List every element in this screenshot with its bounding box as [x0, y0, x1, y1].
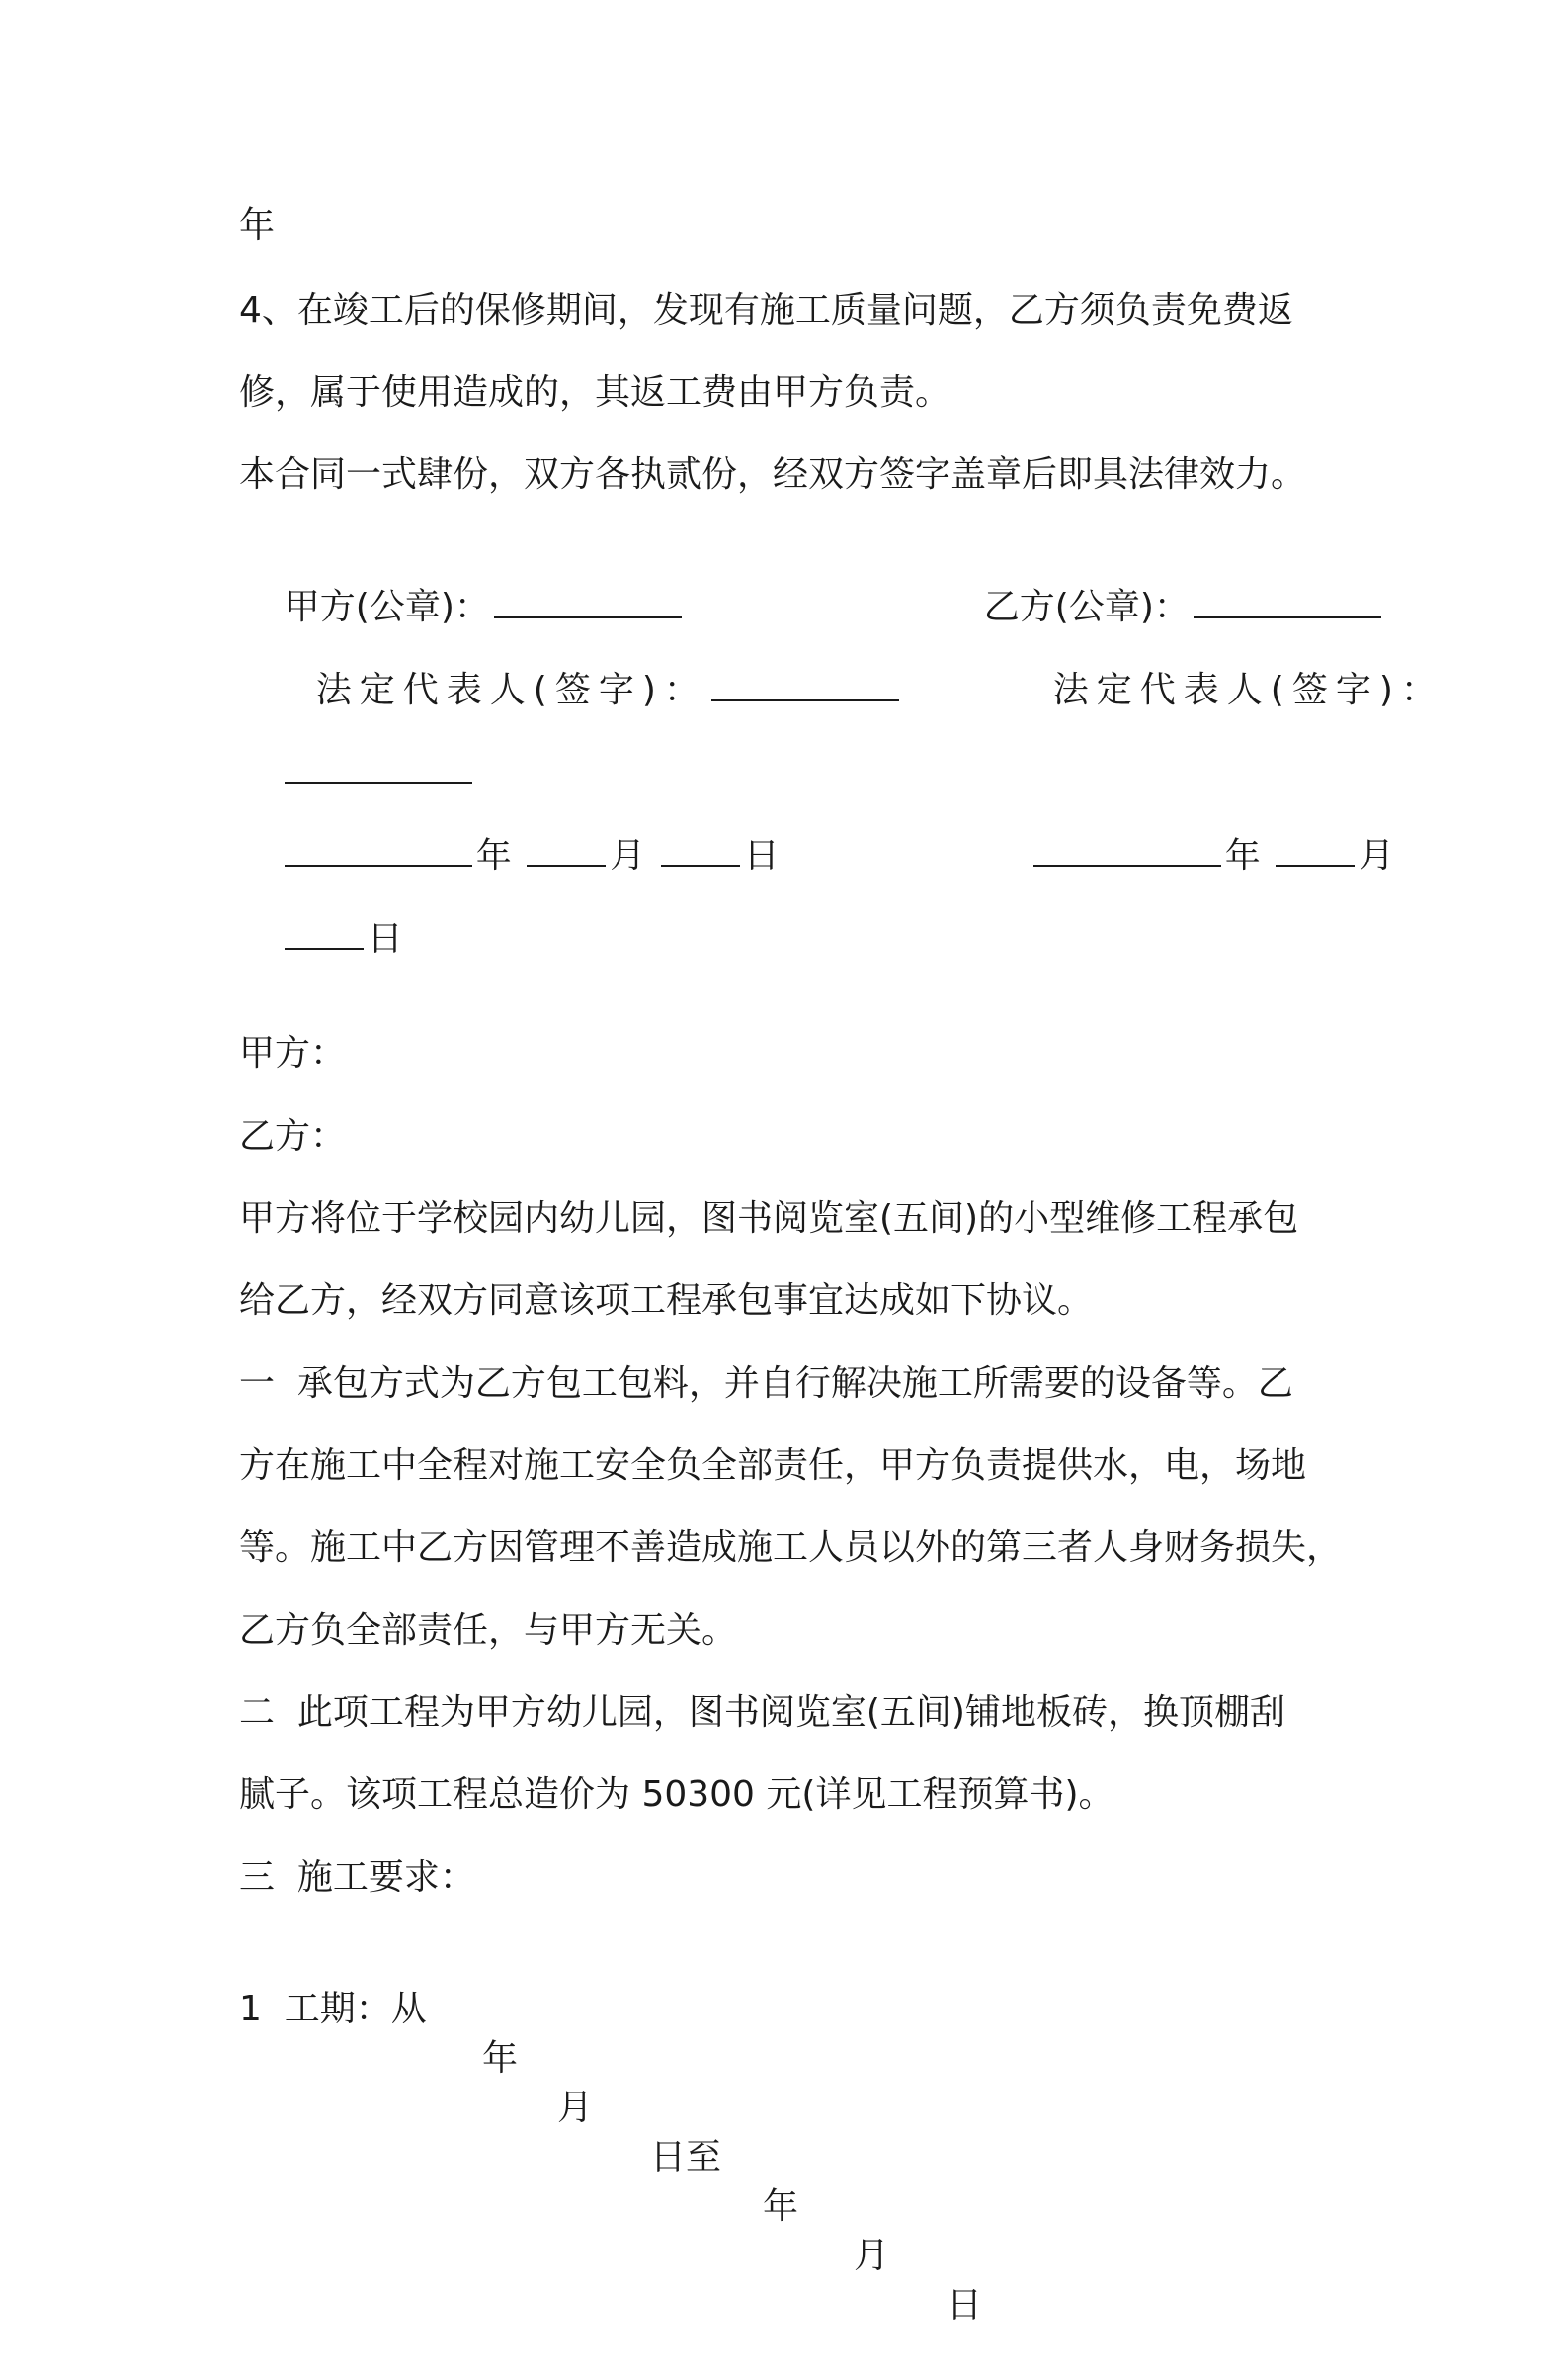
date-b-year-label: 年	[1224, 836, 1261, 876]
period-label: 1 工期：从	[239, 1989, 427, 2029]
date-a-year-blank[interactable]	[285, 836, 472, 867]
party-a-label: 甲方：	[239, 1033, 347, 1074]
date-b-day-label: 日	[367, 919, 403, 959]
date-a-month-label: 月	[610, 836, 646, 876]
date-b-row	[988, 782, 1394, 931]
period-month: 月	[557, 2088, 594, 2128]
date-b-day-blank[interactable]	[285, 919, 364, 950]
clause1-line2: 方在施工中全程对施工安全负全部责任，甲方负责提供水，电，场地	[239, 1445, 1307, 1486]
date-a-month-blank[interactable]	[527, 836, 606, 867]
legal-rep-b-row	[976, 616, 1444, 765]
legal-rep-b-label: 法定代表人(签字)：	[1052, 670, 1444, 710]
period-year2: 年	[763, 2186, 799, 2227]
clause1-line3: 等。施工中乙方因管理不善造成施工人员以外的第三者人身财务损失，	[239, 1527, 1343, 1568]
date-a-year-label: 年	[475, 836, 512, 876]
date-b-month-blank[interactable]	[1276, 836, 1355, 867]
party-b-seal-label: 乙方(公章)：	[983, 587, 1190, 627]
year-fragment: 年	[239, 205, 276, 246]
clause2-line1: 二 此项工程为甲方幼儿园，图书阅览室(五间)铺地板砖，换顶棚刮	[239, 1692, 1285, 1733]
legal-rep-b-blank[interactable]	[285, 753, 472, 784]
party-a-seal-blank[interactable]	[494, 587, 682, 618]
date-a-day-label: 日	[743, 836, 780, 876]
intro-line2: 给乙方，经双方同意该项工程承包事宜达成如下协议。	[239, 1280, 1094, 1321]
date-b-year-blank[interactable]	[1033, 836, 1221, 867]
legal-rep-a-label: 法定代表人(签字)：	[315, 670, 707, 710]
date-a-day-blank[interactable]	[661, 836, 740, 867]
clause3-title: 三 施工要求：	[239, 1857, 475, 1898]
date-b-month-label: 月	[1359, 836, 1395, 876]
date-b-day-row	[239, 865, 403, 1014]
party-a-seal-label: 甲方(公章)：	[284, 587, 490, 627]
copies-statement: 本合同一式肆份，双方各执贰份，经双方签字盖章后即具法律效力。	[239, 454, 1307, 495]
clause4-line2: 修，属于使用造成的，其返工费由甲方负责。	[239, 372, 951, 413]
period-month2: 月	[854, 2236, 890, 2276]
clause2-line2: 腻子。该项工程总造价为 50300 元(详见工程预算书)。	[239, 1774, 1114, 1815]
intro-line1: 甲方将位于学校园内幼儿园，图书阅览室(五间)的小型维修工程承包	[239, 1198, 1299, 1239]
party-b-label: 乙方：	[239, 1116, 347, 1157]
party-b-seal-blank[interactable]	[1194, 587, 1381, 618]
period-year: 年	[482, 2038, 519, 2079]
period-day-to: 日至	[650, 2137, 722, 2177]
clause4-line1: 4、在竣工后的保修期间，发现有施工质量问题，乙方须负责免费返	[239, 290, 1293, 331]
clause1-line1: 一 承包方式为乙方包工包料，并自行解决施工所需要的设备等。乙	[239, 1363, 1293, 1404]
legal-rep-a-blank[interactable]	[711, 670, 899, 701]
clause1-line4: 乙方负全部责任，与甲方无关。	[239, 1610, 738, 1651]
construction-period-row	[239, 1935, 1089, 2326]
period-day2: 日	[947, 2285, 983, 2326]
